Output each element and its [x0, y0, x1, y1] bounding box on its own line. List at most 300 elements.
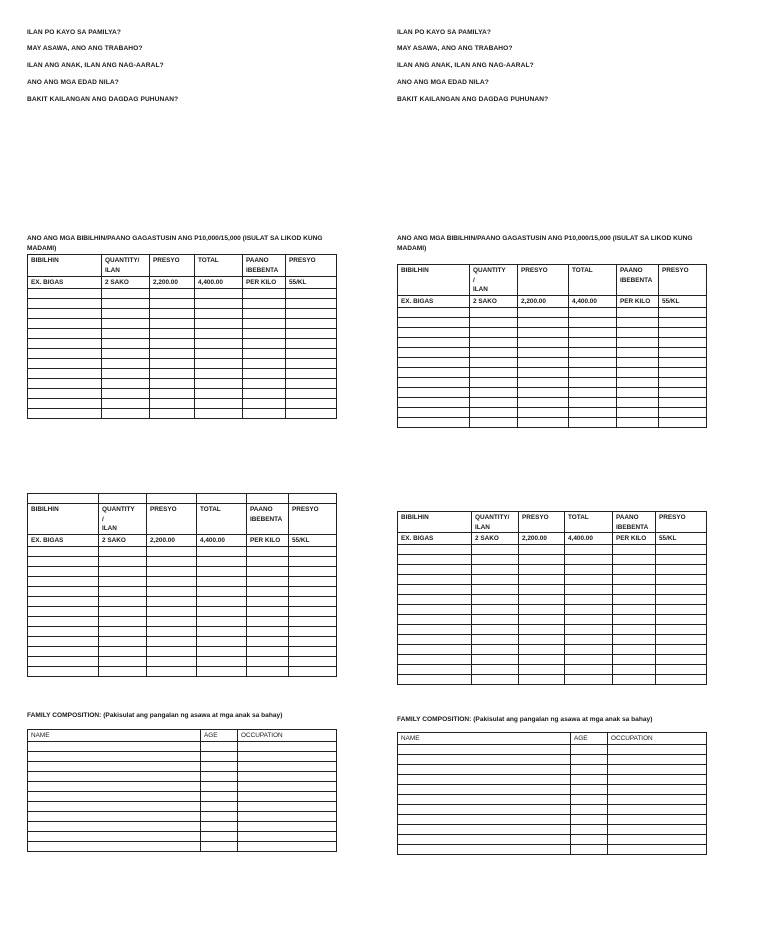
col-name: NAME [398, 733, 571, 745]
blank-cell [99, 566, 147, 576]
blank-cell [398, 784, 571, 794]
blank-cell [28, 328, 102, 338]
blank-cell [147, 606, 197, 616]
example-sell-price: 55/KL [659, 296, 707, 308]
blank-cell [613, 604, 656, 614]
blank-cell [102, 358, 150, 368]
col-total: TOTAL [195, 255, 243, 277]
blank-cell [659, 407, 707, 417]
blank-cell [150, 338, 195, 348]
example-item: EX. BIGAS [398, 533, 472, 545]
blank-row [28, 781, 337, 791]
blank-cell [613, 584, 656, 594]
blank-cell [150, 358, 195, 368]
blank-cell [571, 744, 608, 754]
blank-cell [518, 347, 569, 357]
blank-cell [398, 327, 470, 337]
blank-cell [613, 644, 656, 654]
blank-cell [398, 614, 472, 624]
col-age: AGE [201, 730, 238, 742]
blank-cell [472, 564, 519, 574]
example-item: EX. BIGAS [28, 535, 99, 547]
blank-cell [243, 388, 286, 398]
col-price: PRESYO [519, 512, 565, 533]
blank-cell [28, 606, 99, 616]
blank-cell [613, 594, 656, 604]
blank-row [28, 646, 337, 656]
blank-cell [247, 586, 289, 596]
blank-cell [608, 774, 707, 784]
blank-cell [197, 556, 247, 566]
blank-cell [656, 574, 707, 584]
example-how: PER KILO [247, 535, 289, 547]
blank-cell [147, 616, 197, 626]
blank-cell [238, 821, 337, 831]
col-selling-price: PRESYO [656, 512, 707, 533]
blank-cell [28, 576, 99, 586]
blank-row [398, 624, 707, 634]
blank-cell [247, 646, 289, 656]
blank-cell [571, 804, 608, 814]
blank-cell [659, 307, 707, 317]
blank-cell [28, 596, 99, 606]
blank-cell [398, 387, 470, 397]
blank-row [398, 844, 707, 854]
blank-cell [150, 408, 195, 418]
blank-row [28, 751, 337, 761]
blank-cell [569, 317, 617, 327]
col-quantity-ilan: ILAN [105, 266, 120, 274]
family-subtitle: (Pakisulat ang pangalan ng asawa at mga anak sa bahay) [473, 716, 653, 723]
blank-cell [659, 387, 707, 397]
example-sell-price: 55/KL [289, 535, 337, 547]
blank-cell [147, 546, 197, 556]
blank-cell [28, 308, 102, 318]
blank-cell [201, 761, 238, 771]
blank-cell [656, 614, 707, 624]
blank-row [398, 614, 707, 624]
blank-row [28, 358, 337, 368]
blank-cell [659, 367, 707, 377]
blank-cell [28, 791, 201, 801]
blank-cell [569, 337, 617, 347]
blank-cell [613, 654, 656, 664]
example-qty: 2 SAKO [470, 296, 518, 308]
blank-cell [398, 834, 571, 844]
blank-cell [247, 606, 289, 616]
example-how: PER KILO [617, 296, 659, 308]
blank-cell [398, 764, 571, 774]
col-item: BIBILHIN [398, 512, 472, 533]
blank-cell [243, 288, 286, 298]
blank-cell [571, 754, 608, 764]
blank-cell [195, 368, 243, 378]
question-ages: ANO ANG MGA EDAD NILA? [397, 79, 489, 86]
blank-cell [398, 794, 571, 804]
blank-cell [472, 654, 519, 664]
blank-cell [195, 298, 243, 308]
question-spouse-work: MAY ASAWA, ANO ANG TRABAHO? [397, 45, 513, 52]
blank-cell [613, 634, 656, 644]
col-quantity-ilan: ILAN [473, 286, 488, 293]
blank-cell [197, 666, 247, 676]
blank-cell [99, 606, 147, 616]
blank-cell [147, 636, 197, 646]
blank-cell [238, 841, 337, 851]
blank-cell [472, 614, 519, 624]
blank-cell [398, 824, 571, 834]
blank-cell [238, 761, 337, 771]
family-title: FAMILY COMPOSITION: [397, 716, 472, 723]
blank-cell [565, 574, 613, 584]
blank-cell [518, 327, 569, 337]
blank-cell [565, 664, 613, 674]
blank-cell [569, 307, 617, 317]
blank-cell [569, 387, 617, 397]
blank-cell [28, 656, 99, 666]
blank-row [28, 626, 337, 636]
col-quantity-label: QUANTITY/ [475, 514, 510, 521]
blank-cell [398, 754, 571, 764]
blank-cell [472, 544, 519, 554]
blank-cell [617, 337, 659, 347]
blank-cell [518, 397, 569, 407]
col-selling-price: PRESYO [286, 255, 337, 277]
example-qty: 2 SAKO [472, 533, 519, 545]
blank-cell [398, 564, 472, 574]
blank-row [398, 347, 707, 357]
blank-cell [147, 566, 197, 576]
blank-row [28, 586, 337, 596]
blank-cell [28, 288, 102, 298]
blank-cell [656, 564, 707, 574]
blank-cell [99, 616, 147, 626]
col-quantity [102, 255, 150, 277]
col-how-a: PAANO [616, 514, 639, 521]
blank-row [398, 744, 707, 754]
example-price: 2,200.00 [519, 533, 565, 545]
blank-cell [238, 801, 337, 811]
blank-rows [398, 544, 707, 684]
question-capital: BAKIT KAILANGAN ANG DAGDAG PUHUNAN? [27, 96, 179, 103]
family-subtitle: (Pakisulat ang pangalan ng asawa at mga anak sa bahay) [103, 712, 283, 719]
blank-cell [613, 544, 656, 554]
example-how: PER KILO [613, 533, 656, 545]
blank-cell [243, 308, 286, 318]
col-item: BIBILHIN [398, 265, 470, 296]
blank-cell [99, 636, 147, 646]
blank-cell [150, 398, 195, 408]
example-qty: 2 SAKO [102, 277, 150, 289]
blank-cell [571, 764, 608, 774]
blank-cell [565, 544, 613, 554]
blank-row [28, 328, 337, 338]
blank-cell [28, 626, 99, 636]
blank-cell [286, 318, 337, 328]
blank-cell [147, 586, 197, 596]
example-how: PER KILO [243, 277, 286, 289]
blank-cell [247, 546, 289, 556]
blank-cell [656, 634, 707, 644]
blank-cell [398, 574, 472, 584]
blank-cell [147, 666, 197, 676]
blank-row [398, 367, 707, 377]
blank-row [28, 338, 337, 348]
blank-cell [617, 417, 659, 427]
blank-cell [569, 347, 617, 357]
blank-cell [398, 337, 470, 347]
blank-row [398, 644, 707, 654]
blank-cell [247, 616, 289, 626]
blank-cell [289, 666, 337, 676]
blank-cell [617, 397, 659, 407]
blank-cell [243, 398, 286, 408]
blank-row [28, 791, 337, 801]
blank-cell [472, 554, 519, 564]
blank-row [28, 606, 337, 616]
blank-row [28, 408, 337, 418]
blank-cell [195, 328, 243, 338]
blank-cell [569, 377, 617, 387]
blank-cell [201, 791, 238, 801]
blank-cell [150, 298, 195, 308]
question-children: ILAN ANG ANAK, ILAN ANG NAG-AARAL? [27, 62, 164, 69]
blank-cell [472, 644, 519, 654]
blank-cell [519, 654, 565, 664]
blank-cell [519, 604, 565, 614]
blank-cell [518, 377, 569, 387]
blank-cell [99, 646, 147, 656]
blank-cell [398, 584, 472, 594]
blank-cell [286, 398, 337, 408]
blank-cell [617, 407, 659, 417]
col-how-b: IBEBENTA [246, 266, 279, 274]
blank-cell [238, 791, 337, 801]
purchase-heading: ANO ANG MGA BIBILHIN/PAANO GAGASTUSIN ANG P10,000/15,000 (ISULAT SA LIKOD KUNG MADAMI) [397, 235, 693, 252]
blank-row [398, 407, 707, 417]
blank-cell [470, 387, 518, 397]
blank-cell [472, 674, 519, 684]
blank-cell [102, 408, 150, 418]
blank-cell [398, 664, 472, 674]
blank-cell [571, 824, 608, 834]
blank-row [28, 546, 337, 556]
blank-cell [398, 397, 470, 407]
blank-cell [519, 614, 565, 624]
blank-cell [472, 584, 519, 594]
blank-cell [398, 417, 470, 427]
blank-cell [613, 614, 656, 624]
blank-cell [398, 357, 470, 367]
blank-row [28, 771, 337, 781]
blank-cell [470, 347, 518, 357]
blank-cell [470, 407, 518, 417]
blank-row [398, 764, 707, 774]
blank-cell [243, 358, 286, 368]
blank-cell [398, 674, 472, 684]
blank-cell [656, 584, 707, 594]
blank-row [28, 318, 337, 328]
blank-cell [28, 586, 99, 596]
blank-cell [99, 626, 147, 636]
blank-cell [519, 674, 565, 684]
blank-cell [518, 337, 569, 347]
question-capital: BAKIT KAILANGAN ANG DAGDAG PUHUNAN? [397, 96, 549, 103]
blank-cell [569, 327, 617, 337]
blank-row [398, 804, 707, 814]
blank-row [28, 616, 337, 626]
family-header-row [28, 730, 337, 742]
blank-cell [195, 408, 243, 418]
blank-cell [147, 646, 197, 656]
blank-cell [289, 606, 337, 616]
blank-row [398, 317, 707, 327]
blank-cell [472, 594, 519, 604]
col-how-b: IBEBENTA [250, 515, 283, 523]
blank-cell [150, 318, 195, 328]
blank-cell [613, 664, 656, 674]
blank-row [398, 634, 707, 644]
blank-cell [470, 317, 518, 327]
blank-cell [99, 586, 147, 596]
blank-cell [243, 318, 286, 328]
blank-row [398, 564, 707, 574]
blank-cell [470, 367, 518, 377]
blank-rows [398, 744, 707, 854]
blank-cell [286, 368, 337, 378]
blank-cell [398, 317, 470, 327]
blank-cell [286, 378, 337, 388]
blank-cell [247, 566, 289, 576]
blank-cell [608, 764, 707, 774]
blank-cell [565, 604, 613, 614]
blank-row [28, 378, 337, 388]
blank-cell [656, 604, 707, 614]
blank-cell [569, 357, 617, 367]
purchase-table [397, 264, 707, 428]
blank-cell [28, 801, 201, 811]
blank-row [398, 774, 707, 784]
blank-cell [243, 328, 286, 338]
blank-cell [613, 624, 656, 634]
blank-cell [247, 626, 289, 636]
blank-cell [99, 666, 147, 676]
question-ages: ANO ANG MGA EDAD NILA? [27, 79, 119, 86]
blank-cell [659, 327, 707, 337]
blank-cell [147, 556, 197, 566]
blank-row [28, 666, 337, 676]
question-children: ILAN ANG ANAK, ILAN ANG NAG-AARAL? [397, 62, 534, 69]
blank-cell [197, 576, 247, 586]
blank-cell [201, 831, 238, 841]
blank-row [28, 831, 337, 841]
col-age: AGE [571, 733, 608, 745]
col-how-to-sell [247, 504, 289, 535]
blank-row [398, 664, 707, 674]
blank-cell [99, 596, 147, 606]
blank-cell [518, 417, 569, 427]
blank-cell [518, 317, 569, 327]
blank-row [398, 544, 707, 554]
blank-row [398, 417, 707, 427]
blank-cell [238, 831, 337, 841]
example-total: 4,400.00 [195, 277, 243, 289]
blank-cell [201, 821, 238, 831]
blank-cell [565, 614, 613, 624]
blank-cell [102, 288, 150, 298]
blank-cell [518, 307, 569, 317]
blank-cell [286, 408, 337, 418]
blank-cell [289, 596, 337, 606]
blank-cell [565, 584, 613, 594]
blank-cell [28, 616, 99, 626]
col-quantity-label: QUANTITY/ [105, 257, 140, 264]
blank-row [398, 584, 707, 594]
blank-cell [147, 656, 197, 666]
question-spouse-work: MAY ASAWA, ANO ANG TRABAHO? [27, 45, 143, 52]
blank-cell [398, 554, 472, 564]
col-occupation: OCCUPATION [608, 733, 707, 745]
blank-cell [289, 616, 337, 626]
blank-cell [472, 634, 519, 644]
blank-cell [398, 377, 470, 387]
blank-cell [613, 574, 656, 584]
blank-cell [518, 407, 569, 417]
example-row [28, 277, 337, 289]
example-sell-price: 55/KL [286, 277, 337, 289]
blank-cell [656, 644, 707, 654]
blank-cell [519, 544, 565, 554]
blank-cell [617, 387, 659, 397]
col-selling-price: PRESYO [659, 265, 707, 296]
example-total: 4,400.00 [569, 296, 617, 308]
blank-row [28, 348, 337, 358]
blank-cell [613, 674, 656, 684]
blank-cell [286, 308, 337, 318]
blank-cell [195, 318, 243, 328]
blank-cell [571, 814, 608, 824]
blank-row [28, 596, 337, 606]
blank-row [398, 654, 707, 664]
blank-cell [613, 554, 656, 564]
blank-cell [243, 298, 286, 308]
blank-row [28, 298, 337, 308]
blank-cell [289, 656, 337, 666]
blank-cell [659, 357, 707, 367]
blank-cell [28, 636, 99, 646]
blank-cell [656, 664, 707, 674]
blank-cell [286, 298, 337, 308]
blank-cell [398, 744, 571, 754]
col-price: PRESYO [150, 255, 195, 277]
blank-cell [571, 784, 608, 794]
question-family-size: ILAN PO KAYO SA PAMILYA? [27, 29, 121, 36]
blank-cell [201, 771, 238, 781]
blank-cell [470, 337, 518, 347]
blank-cell [102, 338, 150, 348]
family-table [397, 732, 707, 855]
blank-cell [28, 821, 201, 831]
blank-cell [656, 674, 707, 684]
blank-cell [99, 556, 147, 566]
example-total: 4,400.00 [197, 535, 247, 547]
blank-cell [147, 576, 197, 586]
blank-cell [518, 387, 569, 397]
blank-cell [102, 378, 150, 388]
blank-cell [28, 741, 201, 751]
blank-cell [201, 781, 238, 791]
blank-row [28, 841, 337, 851]
